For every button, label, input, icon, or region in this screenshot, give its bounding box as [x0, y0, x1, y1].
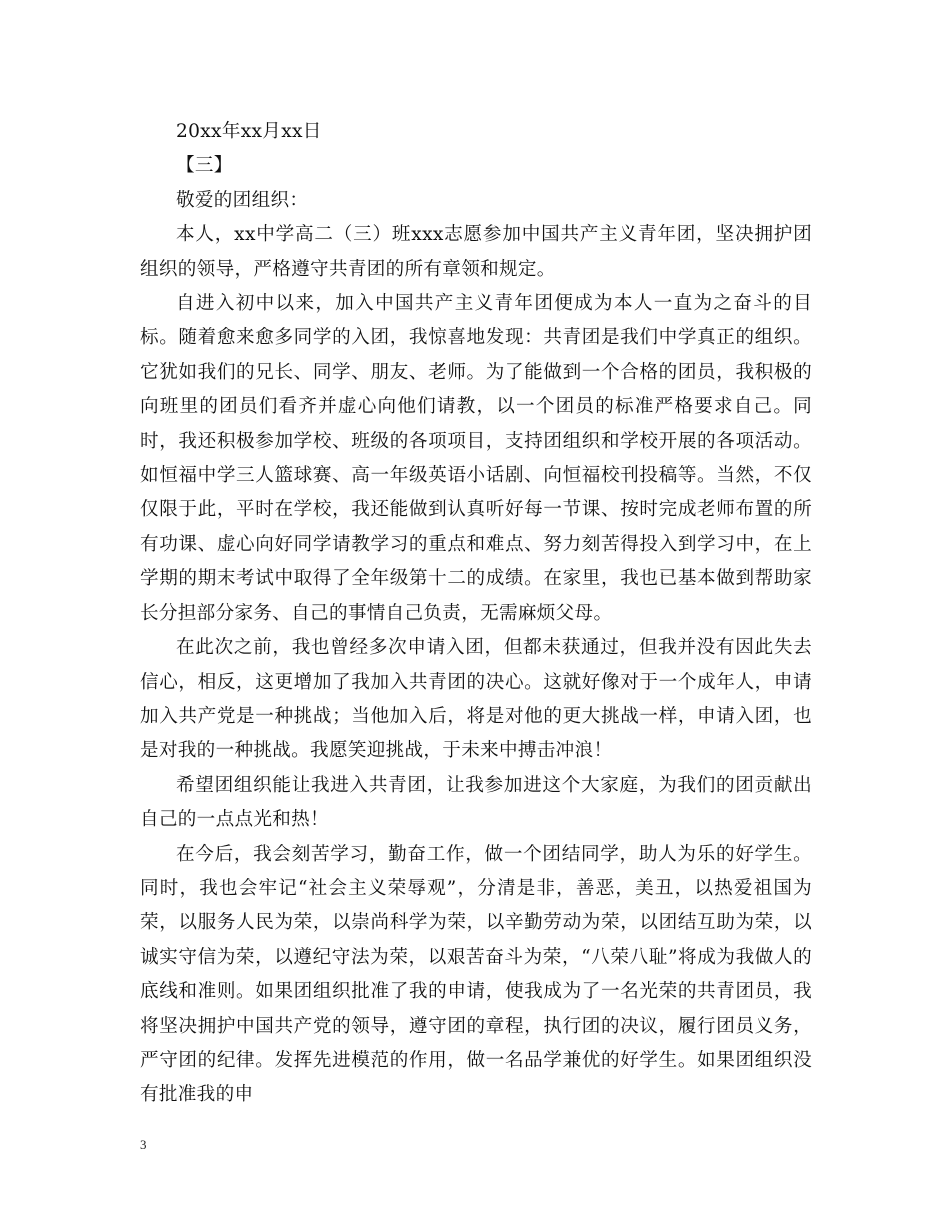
date-line: 20xx年xx月xx日: [176, 121, 322, 142]
paragraph-commitment: 在今后，我会刻苦学习，勤奋工作，做一个团结同学，助人为乐的好学生。同时，我也会牢记“社会主义荣辱观”，分清是非，善恶，美丑，以热爱祖国为荣，以服务人民为荣，以崇尚科学为荣，以辛勤劳动为荣，以团结互助为荣，以诚实守信为荣，以遵纪守法为荣，以艰苦奋斗为荣，“八荣八耻”将成为我做人的底线和准则。如果团组织批准了我的申请，使我成为了一名光荣的共青团员，我将坚决拥护中国共产党的领导，遵守团的章程，执行团的决议，履行团员义务，严守团的纪律。发挥先进模范的作用，做一名品学兼优的好学生。如果团组织没有批准我的申: [140, 843, 812, 1106]
page-number: 3: [140, 1137, 147, 1152]
paragraph-previous-applications: 在此次之前，我也曾经多次申请入团，但都未获通过，但我并没有因此失去信心，相反，这更增加了我加入共青团的决心。这就好像对于一个成年人，申请加入共产党是一种挑战；当他加入后，将是对他的更大挑战一样，申请入团，也是对我的一种挑战。我愿笑迎挑战，于未来中搏击冲浪！: [140, 637, 812, 762]
section-heading: 【三】: [176, 155, 233, 177]
paragraph-hope: 希望团组织能让我进入共青团，让我参加进这个大家庭，为我们的团贡献出自己的一点点光和热！: [140, 774, 812, 831]
salutation: 敬爱的团组织：: [176, 189, 309, 211]
paragraph-goal: 自进入初中以来，加入中国共产主义青年团便成为本人一直为之奋斗的目标。随着愈来愈多同学的入团，我惊喜地发现：共青团是我们中学真正的组织。它犹如我们的兄长、同学、朋友、老师。为了能做到一个合格的团员，我积极的向班里的团员们看齐并虚心向他们请教，以一个团员的标准严格要求自己。同时，我还积极参加学校、班级的各项项目，支持团组织和学校开展的各项活动。如恒福中学三人篮球赛、高一年级英语小话剧、向恒福校刊投稿等。当然，不仅仅限于此，平时在学校，我还能做到认真听好每一节课、按时完成老师布置的所有功课、虚心向好同学请教学习的重点和难点、努力刻苦得投入到学习中，在上学期的期末考试中取得了全年级第十二的成绩。在家里，我也已基本做到帮助家长分担部分家务、自己的事情自己负责，无需麻烦父母。: [140, 293, 812, 624]
document-body: [140, 115, 812, 1113]
paragraph-intro: 本人，xx中学高二（三）班xxx志愿参加中国共产主义青年团，坚决拥护团组织的领导，严格遵守共青团的所有章领和规定。: [140, 224, 812, 280]
